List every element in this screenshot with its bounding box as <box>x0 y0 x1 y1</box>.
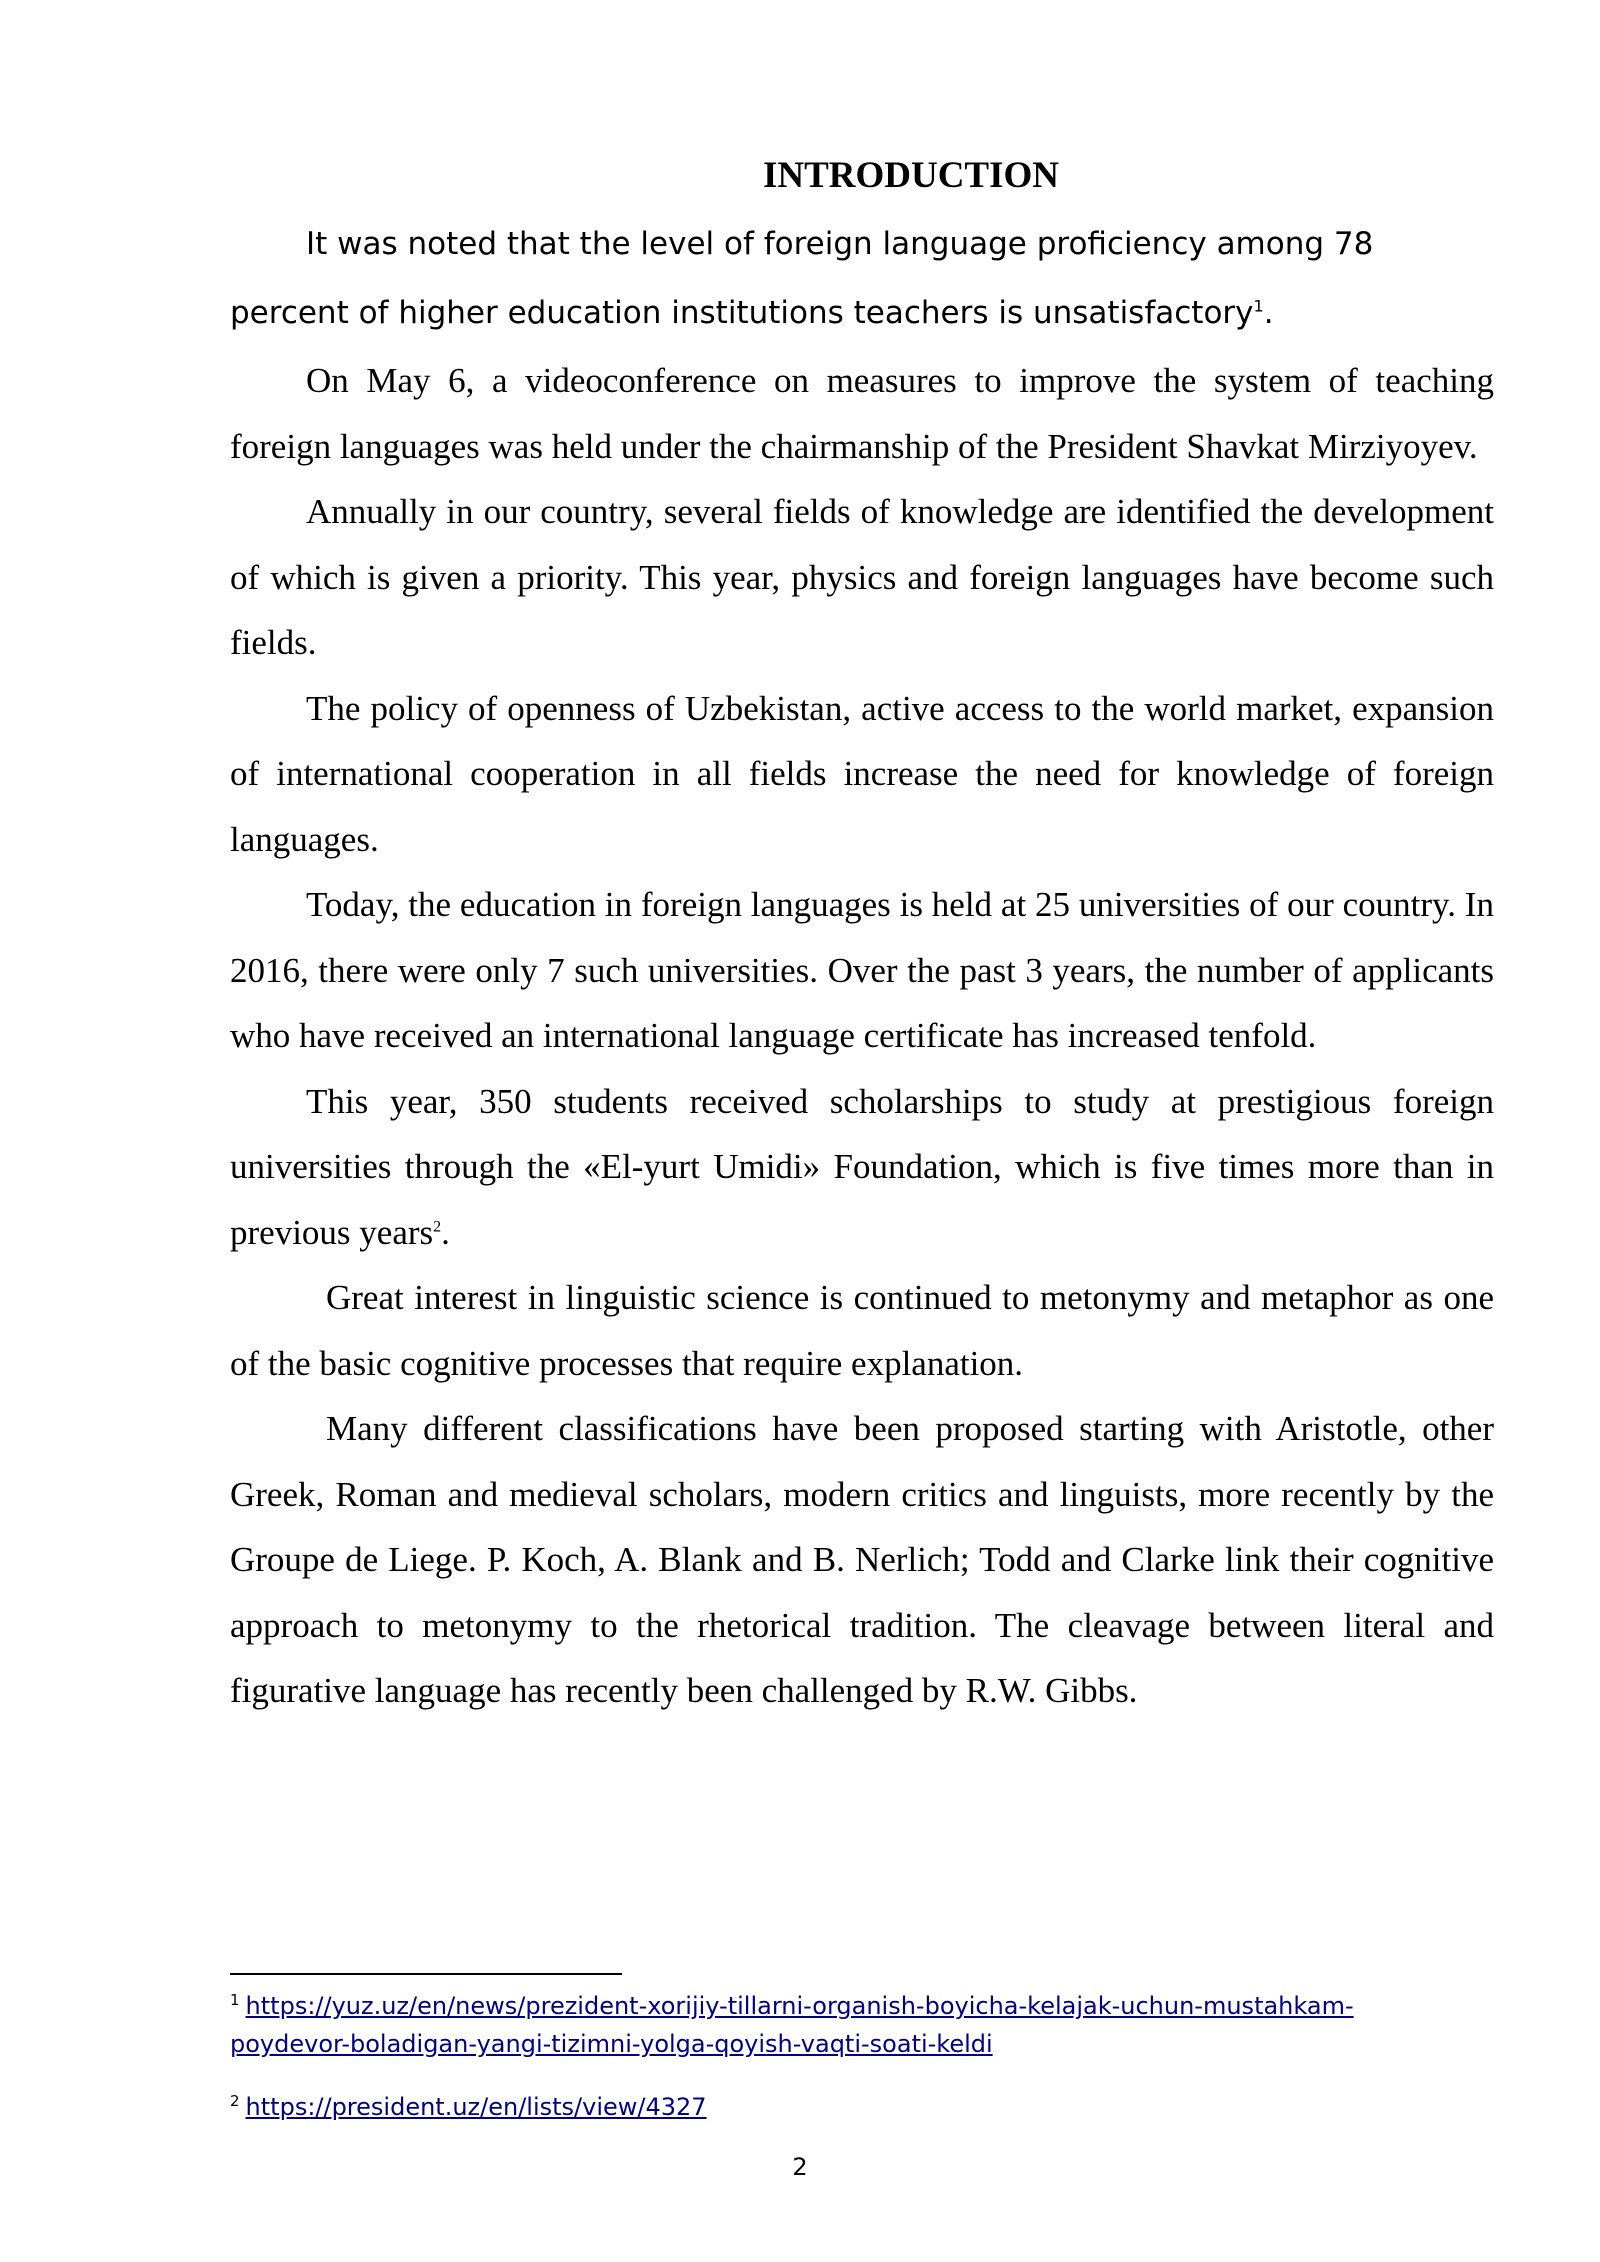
paragraph-7 <box>230 1265 1494 1396</box>
paragraph-5 <box>230 872 1494 1069</box>
paragraph-text: The policy of openness of Uzbekistan, active access to the world market, expansion of international cooperation in all fields increase the need for knowledge of foreign languages. <box>230 688 1494 859</box>
footnote-number: 1 <box>230 1991 240 2009</box>
footnote-link[interactable]: https://yuz.uz/en/news/prezident-xorijiy-tillarni-organish-boyicha-kelajak-uchun-mustahkam-poydevor-boladigan-yangi-tizimni-yolga-qoyish-vaqti-soati-keldi <box>230 1992 1354 2058</box>
paragraph-8 <box>230 1396 1494 1724</box>
paragraph-end: . <box>1263 295 1274 331</box>
footnote-ref[interactable]: 2 <box>433 1217 442 1235</box>
paragraph-text: On May 6, a videoconference on measures to improve the system of teaching foreign languages was held under the chairmanship of the President Shavkat Mirziyoyev. <box>230 361 1494 466</box>
footnote-2 <box>230 2088 1430 2126</box>
paragraph-4 <box>230 676 1494 873</box>
paragraph-1 <box>230 210 1494 348</box>
page-number: 2 <box>792 2153 808 2181</box>
paragraph-2 <box>230 348 1494 479</box>
paragraph-text: It was noted that the level of foreign language proficiency among 78 percent of higher education institutions teachers is unsatisfactory <box>230 226 1374 331</box>
footnote-ref[interactable]: 1 <box>1253 296 1264 316</box>
paragraph-6 <box>230 1069 1494 1266</box>
body-text <box>230 210 1494 1724</box>
section-heading: INTRODUCTION <box>762 155 1060 196</box>
footnote-separator <box>230 1973 622 1975</box>
footnote-1 <box>230 1987 1430 2063</box>
paragraph-3 <box>230 479 1494 676</box>
paragraph-text: This year, 350 students received scholarships to study at prestigious foreign universities through the «El-yurt Umidi» Foundation, which is five times more than in previous years <box>230 1081 1494 1252</box>
paragraph-text: Great interest in linguistic science is continued to metonymy and metaphor as one of the basic cognitive processes that require explanation. <box>230 1278 1494 1383</box>
paragraph-text: Many different classifications have been proposed starting with Aristotle, other Greek, Roman and medieval scholars, modern critics and linguists, more recently by the Groupe de Liege. P. Koch, A. Blank and B. Nerlich; Todd and Clarke link their cognitive approach to metonymy to the rhetorical tradition. The cleavage between literal and figurative language has recently been challenged by R.W. Gibbs. <box>230 1409 1494 1710</box>
paragraph-text: Annually in our country, several fields of knowledge are identified the development of which is given a priority. This year, physics and foreign languages have become such fields. <box>230 492 1494 662</box>
footnote-link[interactable]: https://president.uz/en/lists/view/4327 <box>245 2093 707 2121</box>
footnote-number: 2 <box>230 2092 240 2110</box>
paragraph-end: . <box>441 1212 450 1252</box>
paragraph-text: Today, the education in foreign languages is held at 25 universities of our country. In 2016, there were only 7 such universities. Over the past 3 years, the number of applicants who have received an international language certificate has increased tenfold. <box>230 885 1494 1055</box>
